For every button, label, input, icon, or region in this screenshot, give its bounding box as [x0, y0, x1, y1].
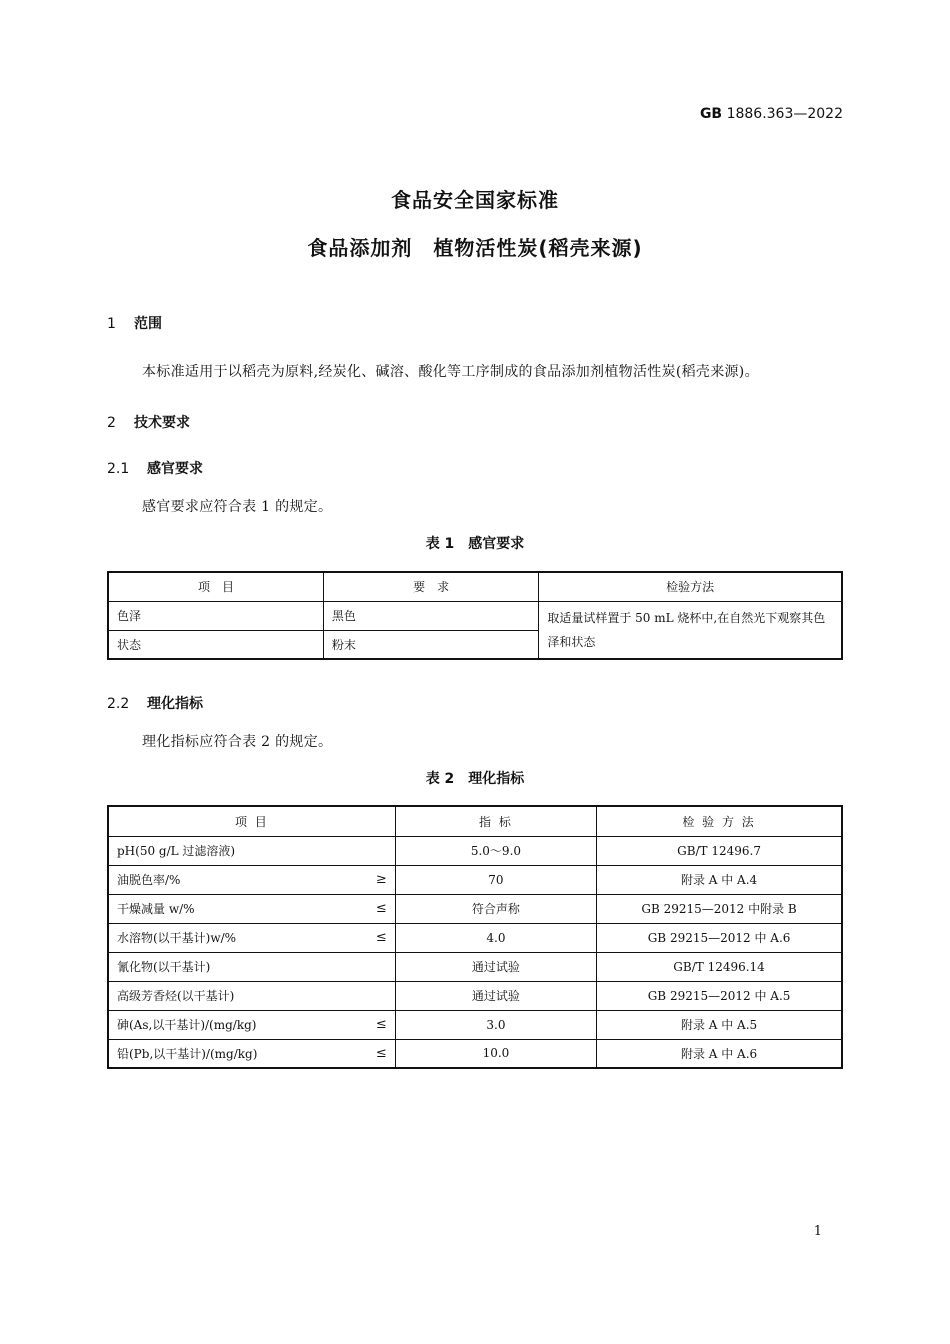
cell-method: GB 29215—2012 中 A.5	[597, 981, 842, 1010]
item-label: 铅(Pb,以干基计)/(mg/kg)	[117, 1046, 258, 1061]
cell-value: 4.0	[395, 923, 596, 952]
header-method: 检 验 方 法	[597, 806, 842, 836]
section-title: 范围	[134, 316, 162, 332]
comparison-symbol: ≤	[375, 900, 387, 916]
cell-item	[108, 894, 395, 923]
header-item: 项 目	[108, 572, 323, 601]
header-requirement: 要 求	[323, 572, 538, 601]
item-label: 干燥减量 w/%	[117, 902, 195, 916]
section-2-1-heading	[107, 458, 203, 478]
cell-method: GB/T 12496.7	[597, 836, 842, 865]
page-number: 1	[813, 1224, 822, 1239]
section-title: 感官要求	[147, 461, 203, 477]
cell-value: 通过试验	[395, 981, 596, 1010]
cell-item: 状态	[108, 630, 323, 659]
physchem-paragraph: 理化指标应符合表 2 的规定。	[142, 734, 333, 750]
section-title: 理化指标	[147, 696, 203, 712]
section-2-2-heading	[107, 693, 203, 713]
section-number: 2.1	[107, 461, 130, 477]
section-number: 1	[107, 316, 116, 332]
item-label: pH(50 g/L 过滤溶液)	[117, 844, 236, 858]
item-label: 油脱色率/%	[117, 873, 181, 887]
cell-item	[108, 1039, 395, 1068]
cell-value: 3.0	[395, 1010, 596, 1039]
sensory-requirements-table	[107, 571, 843, 660]
item-label: 水溶物(以干基计)w/%	[117, 931, 237, 945]
cell-item: 色泽	[108, 601, 323, 630]
header-method: 检验方法	[539, 572, 842, 601]
item-label: 砷(As,以干基计)/(mg/kg)	[117, 1018, 257, 1032]
standard-code-prefix: GB	[699, 106, 723, 122]
cell-method: 取适量试样置于 50 mL 烧杯中,在自然光下观察其色泽和状态	[539, 601, 842, 659]
cell-value: 通过试验	[395, 952, 596, 981]
table-row	[108, 601, 842, 630]
cell-item	[108, 1010, 395, 1039]
table-row	[108, 836, 842, 865]
table-row	[108, 894, 842, 923]
cell-value: 70	[395, 865, 596, 894]
cell-value: 10.0	[395, 1039, 596, 1068]
cell-item	[108, 952, 395, 981]
comparison-symbol: ≥	[375, 871, 387, 887]
table-header-row	[108, 806, 842, 836]
cell-method: 附录 A 中 A.4	[597, 865, 842, 894]
table-row	[108, 1039, 842, 1068]
section-2-heading	[107, 412, 190, 432]
cell-method: GB/T 12496.14	[597, 952, 842, 981]
comparison-symbol: ≤	[375, 1016, 387, 1032]
cell-method: GB 29215—2012 中 A.6	[597, 923, 842, 952]
table-row	[108, 981, 842, 1010]
table-row	[108, 952, 842, 981]
comparison-symbol: ≤	[375, 929, 387, 945]
cell-requirement: 黑色	[323, 601, 538, 630]
cell-requirement: 粉末	[323, 630, 538, 659]
standard-code-number: 1886.363—2022	[726, 106, 843, 122]
cell-method: 附录 A 中 A.6	[597, 1039, 842, 1068]
document-subtitle: 食品添加剂 植物活性炭(稻壳来源)	[307, 236, 643, 260]
section-number: 2	[107, 415, 116, 431]
document-title: 食品安全国家标准	[391, 188, 559, 212]
table-1-caption: 表 1 感官要求	[425, 536, 525, 552]
cell-item	[108, 923, 395, 952]
table-2-caption: 表 2 理化指标	[425, 771, 525, 787]
cell-method: 附录 A 中 A.5	[597, 1010, 842, 1039]
section-title: 技术要求	[134, 415, 190, 431]
cell-value: 5.0～9.0	[395, 836, 596, 865]
cell-value: 符合声称	[395, 894, 596, 923]
section-1-heading	[107, 313, 162, 333]
physicochemical-indicators-table	[107, 805, 843, 1069]
table-header-row	[108, 572, 842, 601]
header-indicator: 指 标	[395, 806, 596, 836]
table-row	[108, 1010, 842, 1039]
cell-item	[108, 981, 395, 1010]
cell-item	[108, 836, 395, 865]
section-number: 2.2	[107, 696, 130, 712]
item-label: 氰化物(以干基计)	[117, 960, 211, 974]
table-row	[108, 865, 842, 894]
cell-method: GB 29215—2012 中附录 B	[597, 894, 842, 923]
table-row	[108, 923, 842, 952]
standard-code	[700, 106, 843, 122]
comparison-symbol: ≤	[375, 1045, 387, 1061]
cell-item	[108, 865, 395, 894]
item-label: 高级芳香烃(以干基计)	[117, 989, 235, 1003]
scope-paragraph: 本标准适用于以稻壳为原料,经炭化、碱溶、酸化等工序制成的食品添加剂植物活性炭(稻壳来源)。	[142, 364, 759, 380]
sensory-paragraph: 感官要求应符合表 1 的规定。	[142, 499, 333, 515]
header-item: 项 目	[108, 806, 395, 836]
